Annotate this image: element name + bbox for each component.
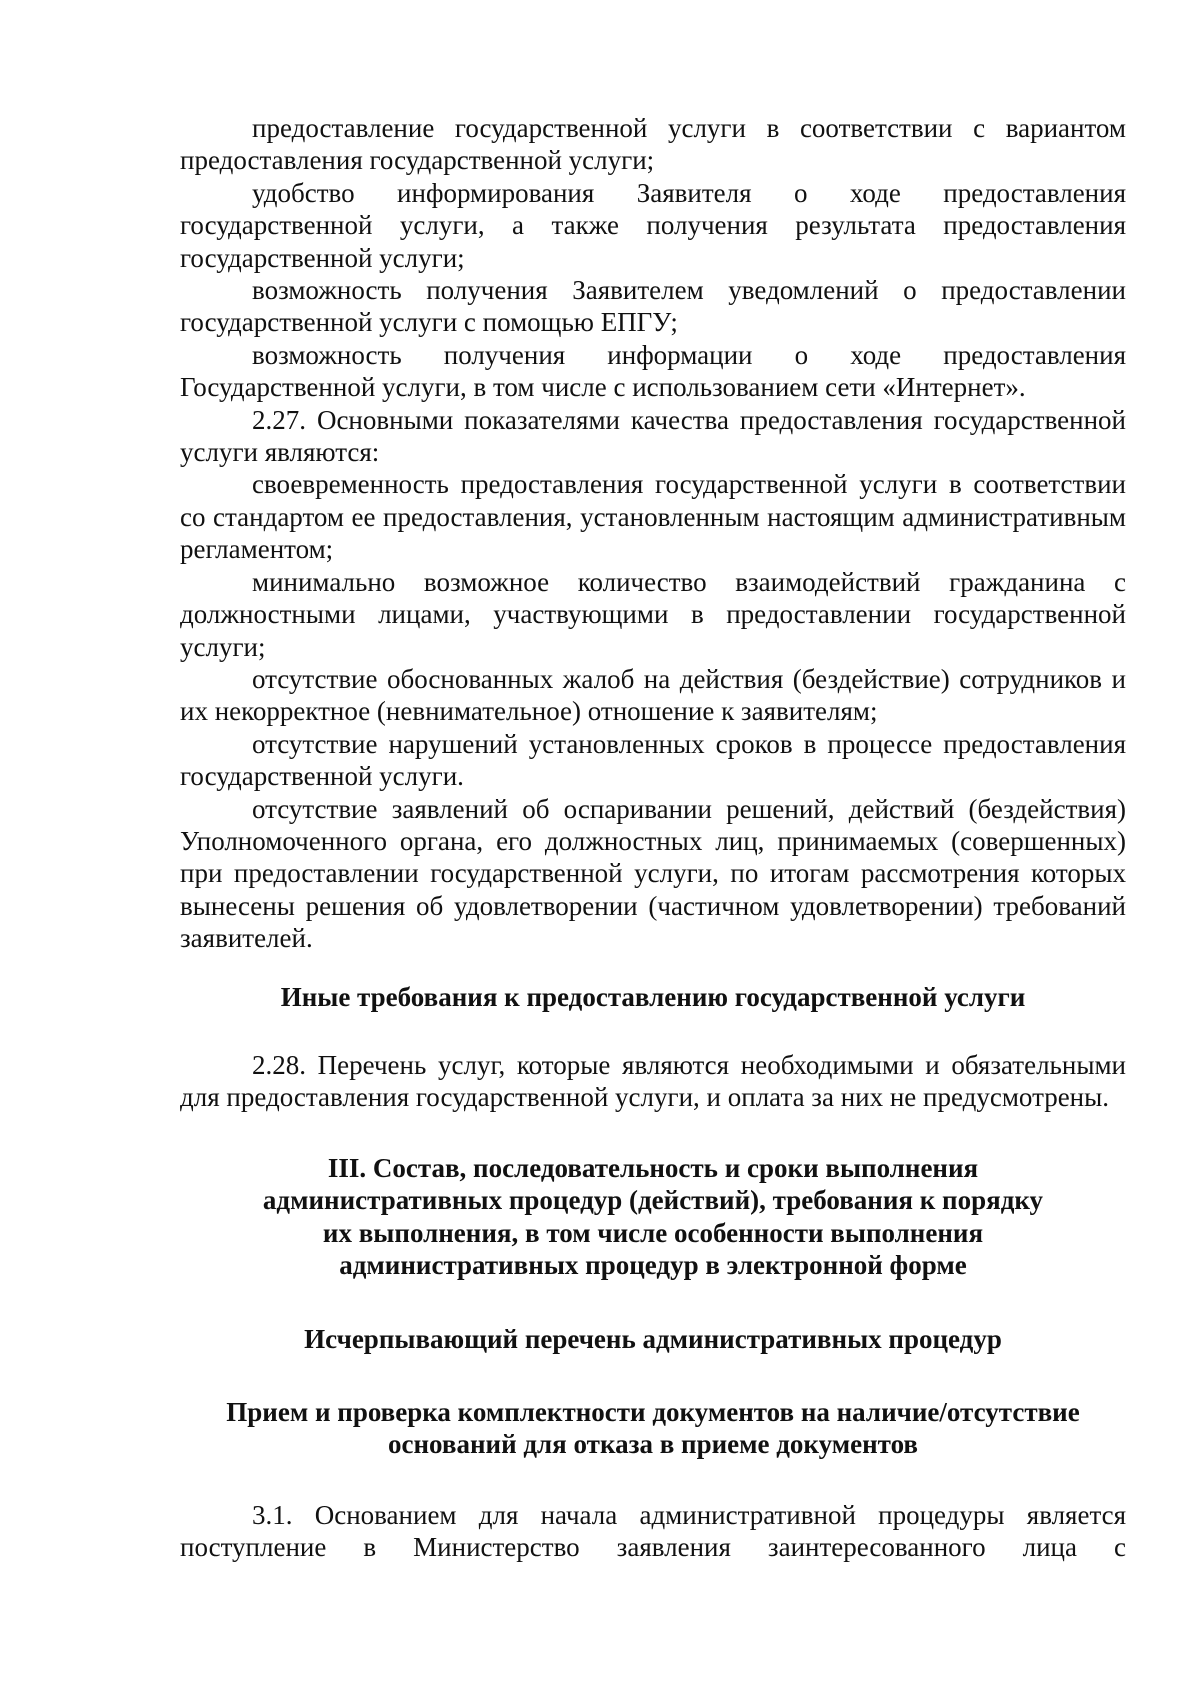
section-heading-line: административных процедур в электронной форме bbox=[339, 1250, 967, 1280]
section-heading-line: их выполнения, в том числе особенности выполнения bbox=[322, 1217, 984, 1248]
paragraph: своевременность предоставления государственной услуги в соответствии со стандартом ее предоставления, установленным настоящим административным регламентом; bbox=[180, 469, 1126, 565]
paragraph: предоставление государственной услуги в соответствии с вариантом предоставления государственной услуги; bbox=[180, 113, 1126, 176]
paragraph: минимально возможное количество взаимодействий гражданина с должностными лицами, участвующими в предоставлении государственной услуги; bbox=[180, 566, 1126, 662]
paragraph: возможность получения Заявителем уведомлений о предоставлении государственной услуги с помощью ЕПГУ; bbox=[180, 275, 1126, 338]
paragraph-2-28: 2.28. Перечень услуг, которые являются необходимыми и обязательными для предоставления государственной услуги, и оплата за них не предусмотрены. bbox=[180, 1049, 1126, 1113]
paragraph: удобство информирования Заявителя о ходе предоставления государственной услуги, а также получения результата предоставления государственной услуги; bbox=[180, 177, 1126, 273]
reception-heading-line: оснований для отказа в приеме документов bbox=[388, 1429, 918, 1460]
section-heading-line: III. Состав, последовательность и сроки выполнения bbox=[327, 1152, 979, 1183]
paragraph-3-1: 3.1. Основанием для начала административной процедуры является поступление в Министерство заявления заинтересованного лица с bbox=[180, 1499, 1126, 1563]
heading-reception bbox=[180, 1396, 1126, 1461]
document-page bbox=[180, 112, 1126, 1563]
paragraph: возможность получения информации о ходе предоставления Государственной услуги, в том числе с использованием сети «Интернет». bbox=[180, 339, 1126, 403]
paragraph: отсутствие обоснованных жалоб на действия (бездействие) сотрудников и их некорректное (невнимательное) отношение к заявителям; bbox=[180, 663, 1126, 727]
section-heading-line: административных процедур (действий), требования к порядку bbox=[262, 1185, 1044, 1216]
heading-procedures-list: Исчерпывающий перечень административных процедур bbox=[304, 1324, 1002, 1355]
section-iii-heading bbox=[180, 1152, 1126, 1282]
reception-heading-line: Прием и проверка комплектности документов на наличие/отсутствие bbox=[226, 1396, 1080, 1427]
paragraph: отсутствие заявлений об оспаривании решений, действий (бездействия) Уполномоченного органа, его должностных лиц, принимаемых (совершенных) при предоставлении государственной услуги, по итогам рассмотрения которых вынесены решения об удовлетворении (частичном удовлетворении) требований заявителей. bbox=[180, 793, 1126, 954]
paragraph-2-27: 2.27. Основными показателями качества предоставления государственной услуги являются: bbox=[180, 404, 1126, 468]
paragraph: отсутствие нарушений установленных сроков в процессе предоставления государственной услуги. bbox=[180, 728, 1126, 792]
heading-other-requirements: Иные требования к предоставлению государственной услуги bbox=[280, 981, 1026, 1012]
